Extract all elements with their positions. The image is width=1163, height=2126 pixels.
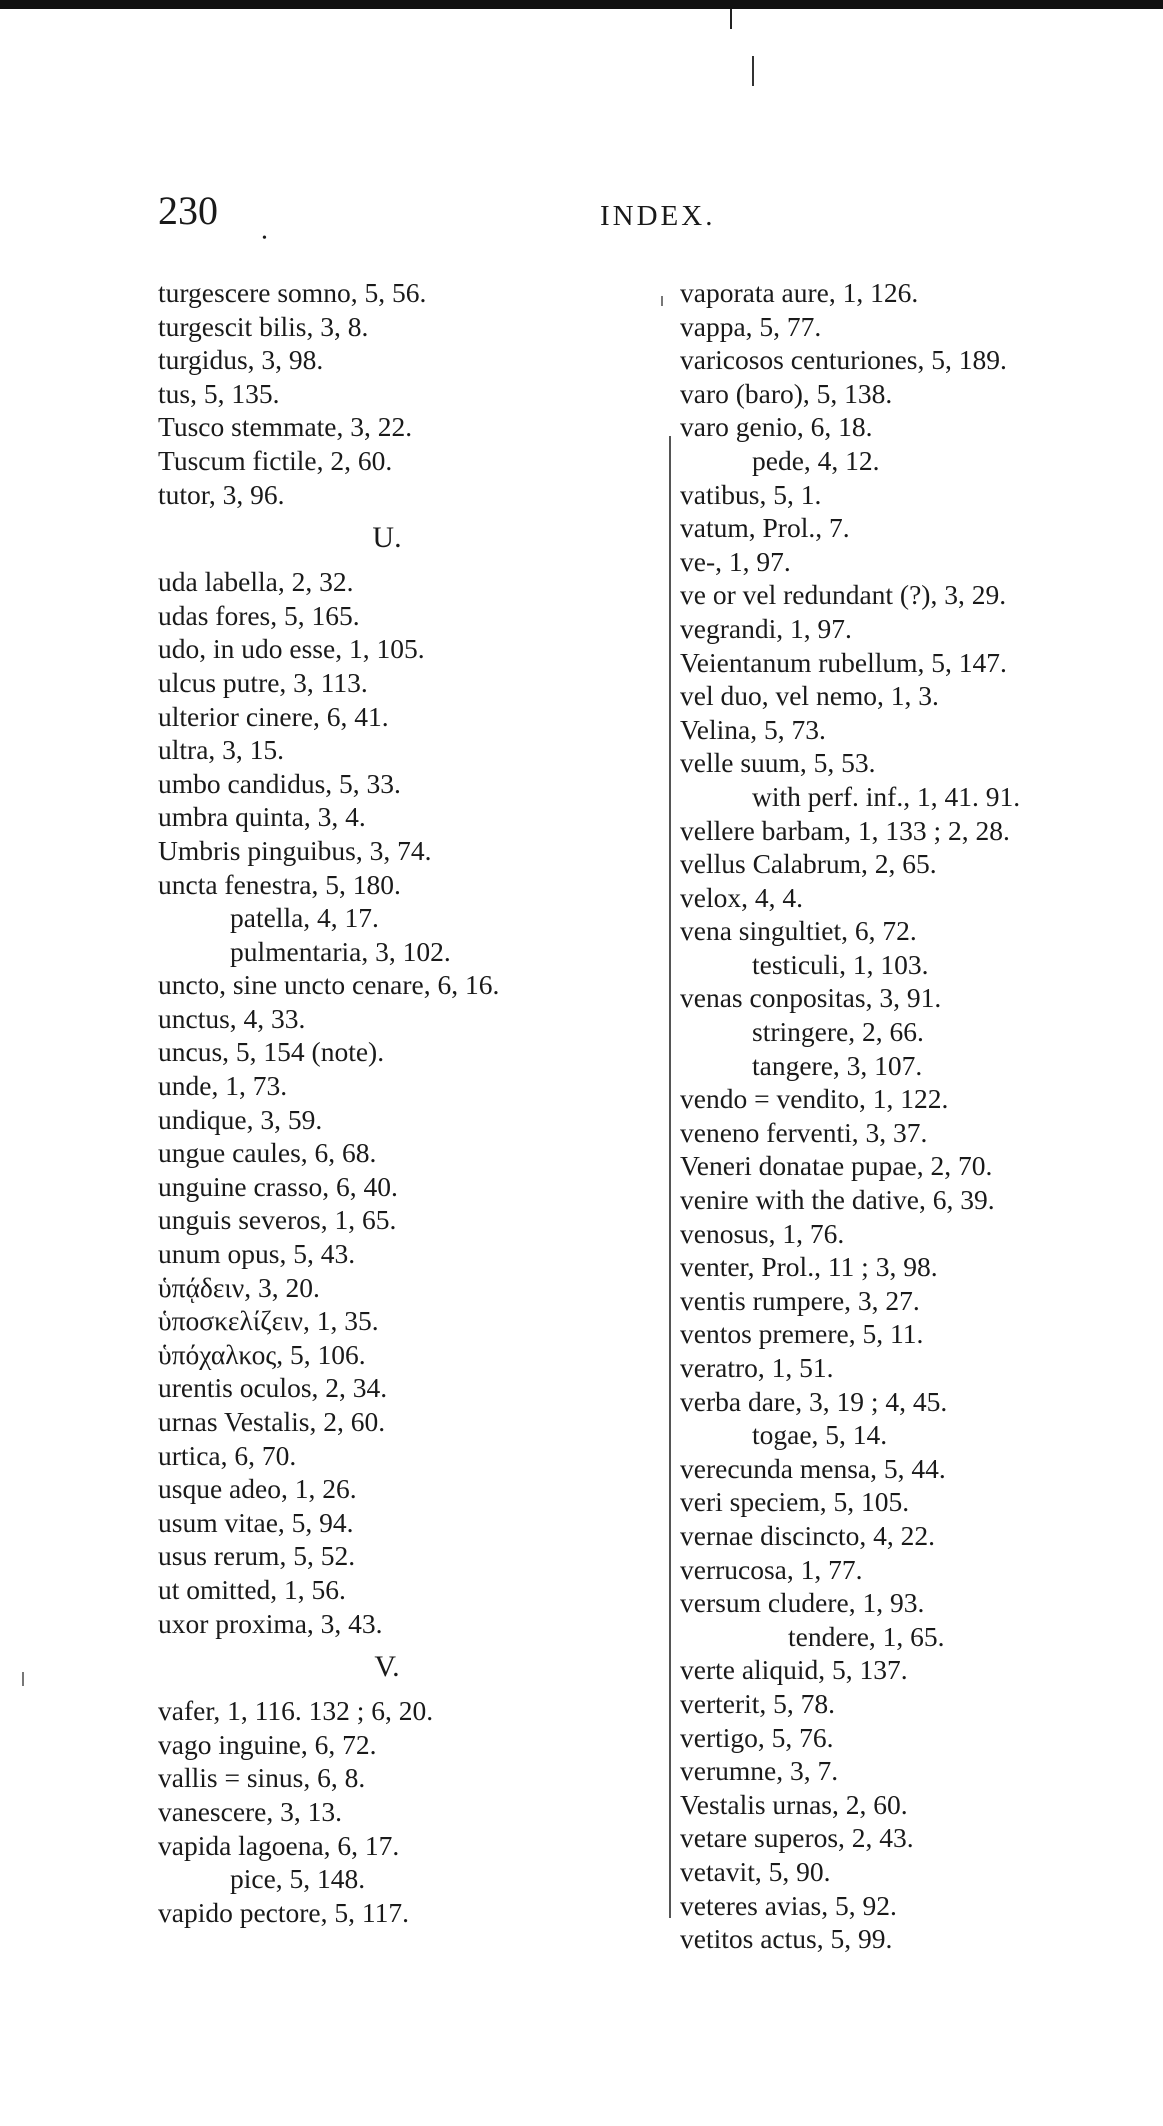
index-entry: vernae discincto, 4, 22.	[680, 1519, 936, 1551]
ink-speck: •	[262, 231, 267, 246]
index-entry: verterit, 5, 78.	[680, 1687, 836, 1719]
page-heading: INDEX.	[600, 200, 716, 232]
index-entry: unde, 1, 73.	[158, 1070, 288, 1102]
index-entry: vetavit, 5, 90.	[680, 1855, 831, 1887]
index-entry: Tusco stemmate, 3, 22.	[158, 411, 413, 443]
index-entry: vertigo, 5, 76.	[680, 1721, 834, 1753]
index-entry: turgidus, 3, 98.	[158, 344, 324, 376]
index-entry: ventos premere, 5, 11.	[680, 1318, 924, 1350]
index-entry: verecunda mensa, 5, 44.	[680, 1452, 946, 1484]
index-entry: ulcus putre, 3, 113.	[158, 666, 368, 698]
index-entry: usque adeo, 1, 26.	[158, 1473, 357, 1505]
index-entry: Veientanum rubellum, 5, 147.	[680, 646, 1007, 678]
index-entry: vappa, 5, 77.	[680, 310, 822, 342]
index-entry: Vestalis urnas, 2, 60.	[680, 1788, 908, 1820]
index-entry: togae, 5, 14.	[752, 1419, 888, 1451]
index-entry: uncus, 5, 154 (note).	[158, 1036, 385, 1068]
index-entry: ut omitted, 1, 56.	[158, 1573, 346, 1605]
index-entry: varo genio, 6, 18.	[680, 411, 873, 443]
index-column-left	[158, 276, 628, 1929]
index-entry: urtica, 6, 70.	[158, 1439, 297, 1471]
index-entry: vapido pectore, 5, 117.	[158, 1896, 409, 1928]
stray-mark	[661, 296, 663, 306]
index-entry: Veneri donatae pupae, 2, 70.	[680, 1150, 993, 1182]
index-entry: unctus, 4, 33.	[158, 1002, 306, 1034]
index-entry: venter, Prol., 11 ; 3, 98.	[680, 1251, 938, 1283]
index-entry: ὑπόχαλκος, 5, 106.	[158, 1338, 366, 1370]
index-entry: uncta fenestra, 5, 180.	[158, 868, 401, 900]
index-entry: tangere, 3, 107.	[752, 1049, 923, 1081]
index-entry: urentis oculos, 2, 34.	[158, 1372, 388, 1404]
index-entry: Velina, 5, 73.	[680, 713, 826, 745]
index-entry: venas conpositas, 3, 91.	[680, 982, 942, 1014]
index-entry: umbra quinta, 3, 4.	[158, 801, 366, 833]
index-entry: usus rerum, 5, 52.	[158, 1540, 356, 1572]
index-column-right	[680, 276, 1150, 1956]
index-entry: with perf. inf., 1, 41. 91.	[752, 780, 1021, 812]
index-entry: ventis rumpere, 3, 27.	[680, 1284, 920, 1316]
index-entry: varicosos centuriones, 5, 189.	[680, 344, 1007, 376]
index-entry: ve or vel redundant (?), 3, 29.	[680, 579, 1007, 611]
index-entry: vago inguine, 6, 72.	[158, 1728, 377, 1760]
top-rule-tick	[730, 9, 732, 29]
index-entry: undique, 3, 59.	[158, 1103, 323, 1135]
index-entry: tendere, 1, 65.	[788, 1620, 945, 1652]
index-entry: udas fores, 5, 165.	[158, 599, 360, 631]
index-entry: venosus, 1, 76.	[680, 1217, 845, 1249]
index-entry: vellere barbam, 1, 133 ; 2, 28.	[680, 814, 1010, 846]
index-entry: vegrandi, 1, 97.	[680, 612, 852, 644]
index-entry: urnas Vestalis, 2, 60.	[158, 1406, 386, 1437]
index-entry: unum opus, 5, 43.	[158, 1238, 356, 1270]
index-entry: vellus Calabrum, 2, 65.	[680, 848, 937, 880]
index-entry: uncto, sine uncto cenare, 6, 16.	[158, 969, 500, 1001]
index-entry: vanescere, 3, 13.	[158, 1795, 343, 1827]
index-entry: velle suum, 5, 53.	[680, 747, 876, 779]
page-number: 230	[158, 188, 218, 233]
index-entry: umbo candidus, 5, 33.	[158, 767, 401, 799]
index-entry: Umbris pinguibus, 3, 74.	[158, 834, 432, 866]
index-entry: veratro, 1, 51.	[680, 1352, 834, 1383]
stray-mark	[22, 1672, 24, 1686]
index-entry: ὑποσκελίζειν, 1, 35.	[158, 1305, 379, 1337]
index-entry: usum vitae, 5, 94.	[158, 1506, 354, 1538]
index-entry: veneno ferventi, 3, 37.	[680, 1116, 928, 1148]
index-entry: pulmentaria, 3, 102.	[230, 935, 451, 967]
index-entry: ulterior cinere, 6, 41.	[158, 700, 389, 732]
index-entry: turgescit bilis, 3, 8.	[158, 310, 369, 342]
index-entry: verumne, 3, 7.	[680, 1755, 839, 1787]
index-entry: vetitos actus, 5, 99.	[680, 1923, 893, 1955]
index-entry: venire with the dative, 6, 39.	[680, 1184, 995, 1216]
index-entry: varo (baro), 5, 138.	[680, 377, 893, 409]
index-entry: vafer, 1, 116. 132 ; 6, 20.	[158, 1695, 434, 1727]
index-entry: tutor, 3, 96.	[158, 478, 285, 510]
index-entry: vena singultiet, 6, 72.	[680, 915, 917, 947]
index-entry: unguis severos, 1, 65.	[158, 1204, 397, 1236]
index-entry: vapida lagoena, 6, 17.	[158, 1829, 400, 1861]
section-letter: V.	[374, 1650, 400, 1684]
index-entry: ve-, 1, 97.	[680, 545, 791, 577]
index-entry: vel duo, vel nemo, 1, 3.	[680, 680, 939, 712]
index-entry: vatibus, 5, 1.	[680, 478, 822, 510]
stray-mark	[752, 56, 754, 86]
index-entry: veri speciem, 5, 105.	[680, 1486, 910, 1518]
index-entry: stringere, 2, 66.	[752, 1016, 924, 1048]
index-entry: Tuscum fictile, 2, 60.	[158, 444, 393, 476]
index-entry: udo, in udo esse, 1, 105.	[158, 633, 425, 665]
index-entry: testiculi, 1, 103.	[752, 948, 929, 980]
index-entry: veteres avias, 5, 92.	[680, 1889, 897, 1921]
index-entry: pice, 5, 148.	[230, 1863, 366, 1895]
column-divider	[669, 436, 671, 1918]
index-entry: ultra, 3, 15.	[158, 734, 285, 766]
index-entry: verba dare, 3, 19 ; 4, 45.	[680, 1385, 948, 1417]
index-entry: turgescere somno, 5, 56.	[158, 277, 427, 308]
index-entry: velox, 4, 4.	[680, 881, 803, 913]
index-entry: versum cludere, 1, 93.	[680, 1587, 925, 1619]
index-entry: vendo = vendito, 1, 122.	[680, 1083, 949, 1115]
section-letter: U.	[372, 521, 402, 555]
index-entry: verrucosa, 1, 77.	[680, 1553, 863, 1585]
index-entry: vatum, Prol., 7.	[680, 512, 850, 544]
index-entry: pede, 4, 12.	[752, 444, 880, 476]
index-entry: vallis = sinus, 6, 8.	[158, 1762, 366, 1794]
top-rule	[0, 0, 1163, 9]
index-entry: ὑπᾴδειν, 3, 20.	[158, 1271, 320, 1303]
index-entry: vetare superos, 2, 43.	[680, 1822, 914, 1854]
index-entry: tus, 5, 135.	[158, 377, 280, 409]
index-entry: uda labella, 2, 32.	[158, 566, 354, 598]
index-entry: verte aliquid, 5, 137.	[680, 1654, 908, 1686]
index-entry: uxor proxima, 3, 43.	[158, 1607, 383, 1639]
index-entry: ungue caules, 6, 68.	[158, 1137, 377, 1169]
index-entry: vaporata aure, 1, 126.	[680, 277, 919, 308]
index-entry: patella, 4, 17.	[230, 902, 379, 934]
index-entry: unguine crasso, 6, 40.	[158, 1170, 398, 1202]
